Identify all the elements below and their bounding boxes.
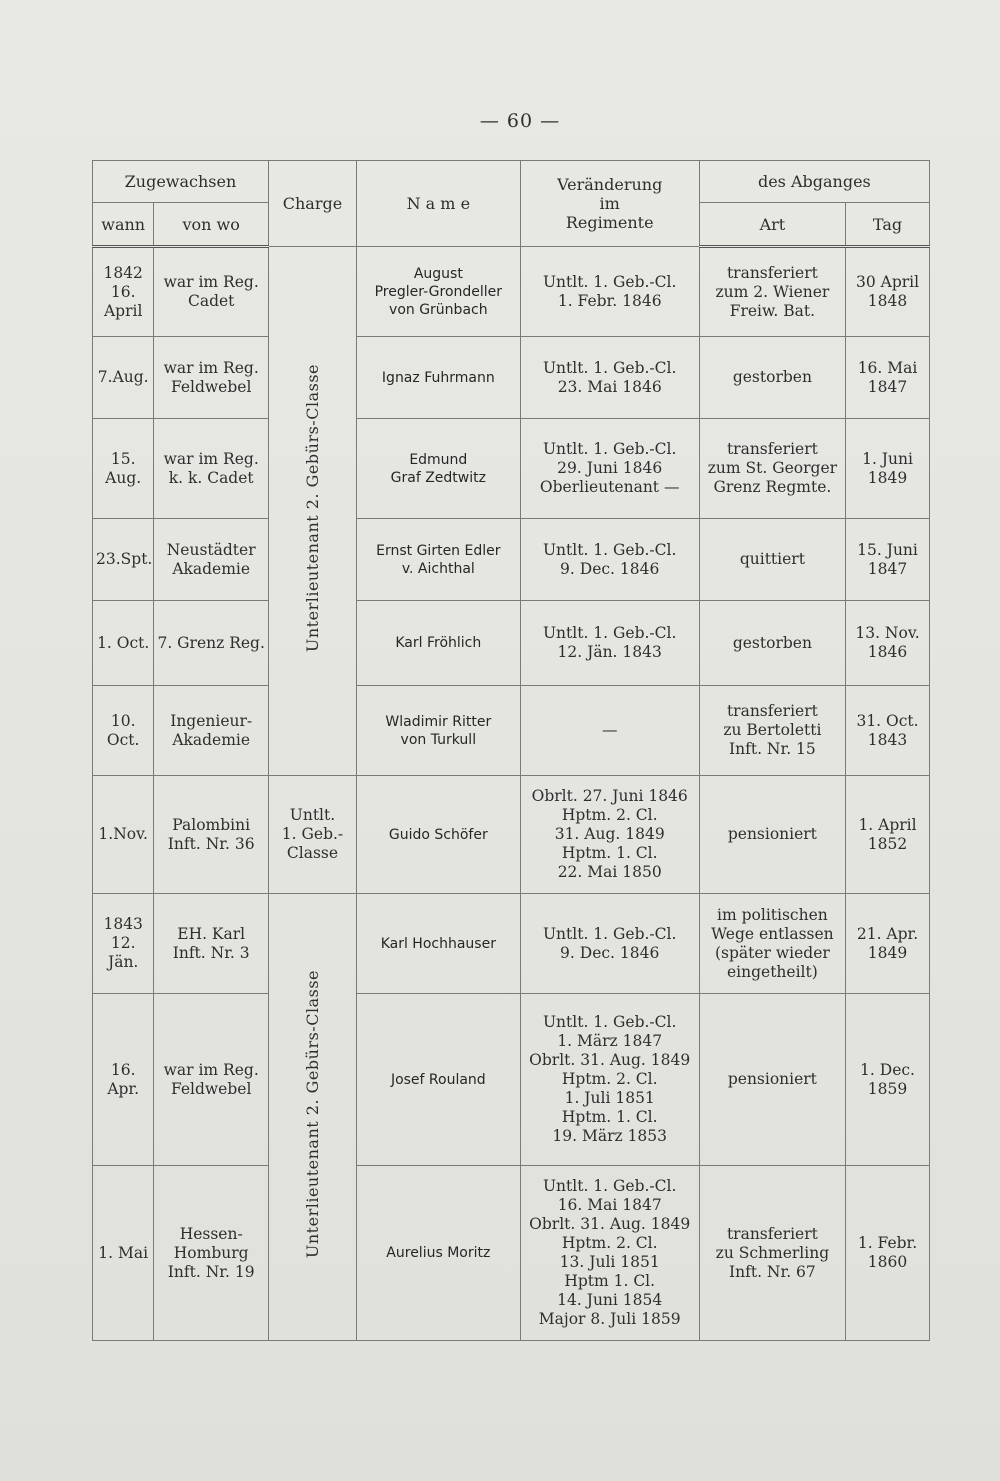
header-art: Art xyxy=(699,203,845,247)
cell-wann: 10. Oct. xyxy=(93,686,154,776)
table-row xyxy=(93,337,930,419)
cell-wann: 1. Mai xyxy=(93,1166,154,1341)
cell-von-wo: Hessen- Homburg Inft. Nr. 19 xyxy=(154,1166,269,1341)
cell-von-wo: Palombini Inft. Nr. 36 xyxy=(154,776,269,894)
header-tag: Tag xyxy=(846,203,930,247)
charge-label: Unterlieutenant 2. Gebürs-Classe xyxy=(302,970,322,1259)
cell-veraenderung: Untlt. 1. Geb.-Cl. 29. Juni 1846 Oberlieutenant — xyxy=(520,419,699,519)
cell-name: Karl Fröhlich xyxy=(356,601,520,686)
header-von-wo: von wo xyxy=(154,203,269,247)
cell-art: transferiert zu Schmerling Inft. Nr. 67 xyxy=(699,1166,845,1341)
cell-name: Ignaz Fuhrmann xyxy=(356,337,520,419)
cell-art: im politischen Wege entlassen (später wieder eingetheilt) xyxy=(699,894,845,994)
charge-label: Unterlieutenant 2. Gebürs-Classe xyxy=(302,364,322,653)
cell-veraenderung: Untlt. 1. Geb.-Cl. 16. Mai 1847 Obrlt. 31. Aug. 1849 Hptm. 2. Cl. 13. Juli 1851 Hptm 1. Cl. 14. Juni 1854 Major 8. Juli 1859 xyxy=(520,1166,699,1341)
cell-wann: 1. Oct. xyxy=(93,601,154,686)
table-row xyxy=(93,994,930,1166)
header-name: N a m e xyxy=(356,161,520,247)
cell-von-wo: Neustädter Akademie xyxy=(154,519,269,601)
table-row xyxy=(93,247,930,337)
cell-wann: 1843 12. Jän. xyxy=(93,894,154,994)
officer-register-table xyxy=(92,160,930,1341)
header-charge: Charge xyxy=(268,161,356,247)
cell-tag: 16. Mai 1847 xyxy=(846,337,930,419)
cell-veraenderung: Untlt. 1. Geb.-Cl. 1. März 1847 Obrlt. 31. Aug. 1849 Hptm. 2. Cl. 1. Juli 1851 Hptm. 1. Cl. 19. März 1853 xyxy=(520,994,699,1166)
cell-veraenderung: Untlt. 1. Geb.-Cl. 23. Mai 1846 xyxy=(520,337,699,419)
cell-veraenderung: Untlt. 1. Geb.-Cl. 1. Febr. 1846 xyxy=(520,247,699,337)
cell-art: transferiert zum 2. Wiener Freiw. Bat. xyxy=(699,247,845,337)
table-row xyxy=(93,776,930,894)
cell-tag: 1. April 1852 xyxy=(846,776,930,894)
table-row xyxy=(93,419,930,519)
cell-wann: 16. Apr. xyxy=(93,994,154,1166)
cell-name: Edmund Graf Zedtwitz xyxy=(356,419,520,519)
cell-von-wo: war im Reg. Feldwebel xyxy=(154,337,269,419)
cell-art: transferiert zu Bertoletti Inft. Nr. 15 xyxy=(699,686,845,776)
cell-tag: 30 April 1848 xyxy=(846,247,930,337)
cell-wann: 1842 16. April xyxy=(93,247,154,337)
charge-label: Untlt. 1. Geb.- Classe xyxy=(281,806,344,862)
cell-charge xyxy=(268,776,356,894)
cell-name: Josef Rouland xyxy=(356,994,520,1166)
cell-von-wo: 7. Grenz Reg. xyxy=(154,601,269,686)
cell-art: gestorben xyxy=(699,337,845,419)
cell-name: Guido Schöfer xyxy=(356,776,520,894)
cell-art: gestorben xyxy=(699,601,845,686)
cell-veraenderung: Obrlt. 27. Juni 1846 Hptm. 2. Cl. 31. Aug. 1849 Hptm. 1. Cl. 22. Mai 1850 xyxy=(520,776,699,894)
header-abgang: des Abganges xyxy=(699,161,929,203)
cell-veraenderung: Untlt. 1. Geb.-Cl. 12. Jän. 1843 xyxy=(520,601,699,686)
cell-veraenderung: — xyxy=(520,686,699,776)
table-row xyxy=(93,601,930,686)
cell-wann: 23.Spt. xyxy=(93,519,154,601)
table-row xyxy=(93,1166,930,1341)
cell-von-wo: war im Reg. Feldwebel xyxy=(154,994,269,1166)
cell-veraenderung: Untlt. 1. Geb.-Cl. 9. Dec. 1846 xyxy=(520,519,699,601)
header-veraenderung: Veränderung im Regimente xyxy=(520,161,699,247)
cell-art: quittiert xyxy=(699,519,845,601)
page-number: — 60 — xyxy=(479,110,561,132)
cell-von-wo: war im Reg. Cadet xyxy=(154,247,269,337)
cell-tag: 1. Dec. 1859 xyxy=(846,994,930,1166)
cell-von-wo: war im Reg. k. k. Cadet xyxy=(154,419,269,519)
cell-art: pensioniert xyxy=(699,776,845,894)
cell-von-wo: Ingenieur- Akademie xyxy=(154,686,269,776)
header-wann: wann xyxy=(93,203,154,247)
register-body xyxy=(93,247,930,1341)
cell-veraenderung: Untlt. 1. Geb.-Cl. 9. Dec. 1846 xyxy=(520,894,699,994)
cell-tag: 1. Febr. 1860 xyxy=(846,1166,930,1341)
cell-wann: 15. Aug. xyxy=(93,419,154,519)
cell-wann: 7.Aug. xyxy=(93,337,154,419)
cell-tag: 15. Juni 1847 xyxy=(846,519,930,601)
table-row xyxy=(93,686,930,776)
cell-art: transferiert zum St. Georger Grenz Regmte. xyxy=(699,419,845,519)
cell-tag: 13. Nov. 1846 xyxy=(846,601,930,686)
cell-von-wo: EH. Karl Inft. Nr. 3 xyxy=(154,894,269,994)
cell-wann: 1.Nov. xyxy=(93,776,154,894)
cell-name: August Pregler-Grondeller von Grünbach xyxy=(356,247,520,337)
table-row xyxy=(93,894,930,994)
cell-art: pensioniert xyxy=(699,994,845,1166)
cell-name: Wladimir Ritter von Turkull xyxy=(356,686,520,776)
cell-name: Ernst Girten Edler v. Aichthal xyxy=(356,519,520,601)
cell-charge xyxy=(268,894,356,1341)
cell-charge xyxy=(268,247,356,776)
cell-name: Karl Hochhauser xyxy=(356,894,520,994)
cell-tag: 31. Oct. 1843 xyxy=(846,686,930,776)
cell-tag: 21. Apr. 1849 xyxy=(846,894,930,994)
header-zugewachsen: Zugewachsen xyxy=(93,161,269,203)
table-row xyxy=(93,519,930,601)
cell-tag: 1. Juni 1849 xyxy=(846,419,930,519)
cell-name: Aurelius Moritz xyxy=(356,1166,520,1341)
